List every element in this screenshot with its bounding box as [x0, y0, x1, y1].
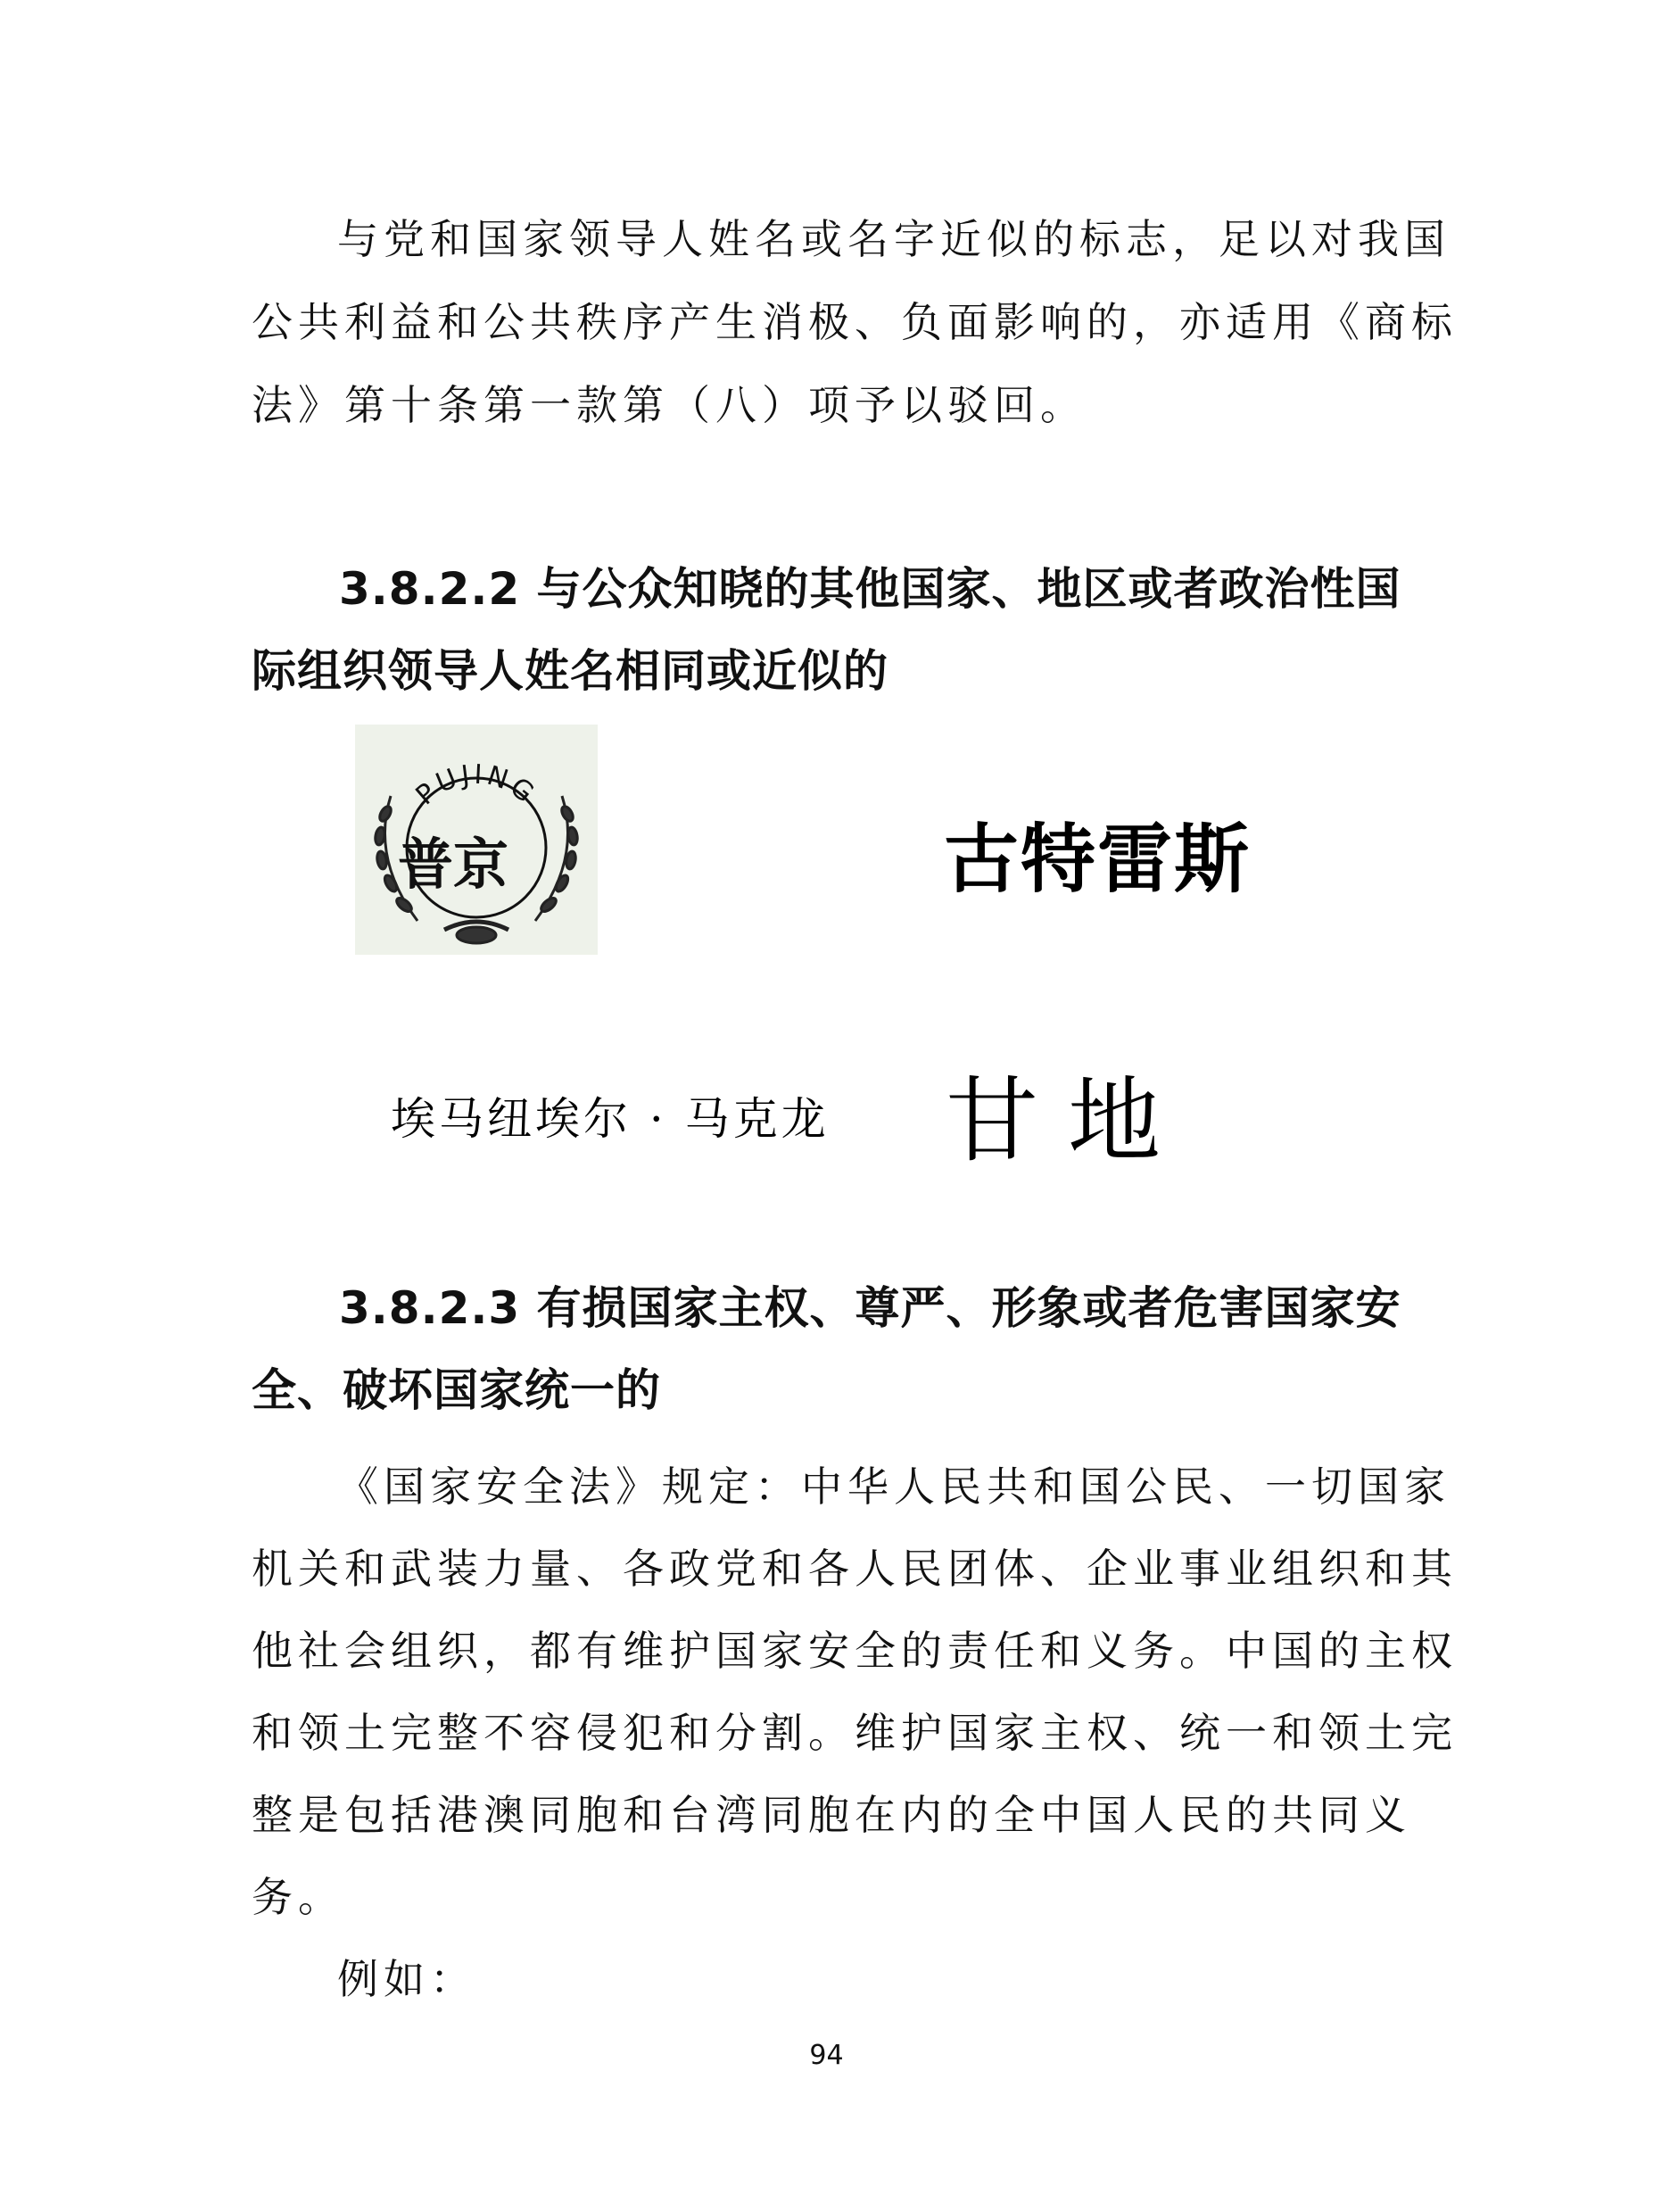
paragraph-line-4: 和领土完整不容侵犯和分割。维护国家主权、统一和领土完: [252, 1709, 1458, 1757]
mark-gandhi: 甘 地: [946, 1066, 1161, 1175]
section-3822-heading-line-1: 3.8.2.2 与公众知晓的其他国家、地区或者政治性国: [339, 563, 1401, 615]
intro-line-3: 法》第十条第一款第（八）项予以驳回。: [252, 381, 1087, 429]
paragraph-line-1: 《国家安全法》规定：中华人民共和国公民、一切国家: [337, 1462, 1451, 1511]
section-3822-heading-line-2: 际组织领导人姓名相同或近似的: [252, 645, 888, 697]
paragraph-line-5: 整是包括港澳同胞和台湾同胞在内的全中国人民的共同义: [252, 1791, 1411, 1839]
section-3823-heading-line-1: 3.8.2.3 有损国家主权、尊严、形象或者危害国家安: [339, 1282, 1401, 1334]
mark-guterres: 古特雷斯: [944, 816, 1252, 903]
mark-macron: 埃马纽埃尔 · 马克龙: [391, 1093, 830, 1145]
logo-inner-text: 普京: [397, 832, 509, 897]
section-3823-heading-line-2: 全、破坏国家统一的: [252, 1364, 661, 1416]
page-number: 94: [809, 2040, 844, 2071]
intro-line-1: 与党和国家领导人姓名或名字近似的标志，足以对我国: [337, 215, 1451, 263]
intro-line-2: 公共利益和公共秩序产生消极、负面影响的，亦适用《商标: [252, 298, 1458, 346]
paragraph-line-2: 机关和武装力量、各政党和各人民团体、企业事业组织和其: [252, 1545, 1458, 1593]
paragraph-line-6: 务。: [252, 1873, 344, 1921]
pujing-logo: [355, 725, 598, 955]
paragraph-line-3: 他社会组织，都有维护国家安全的责任和义务。中国的主权: [252, 1627, 1458, 1675]
logo-top-text: PUJING: [409, 758, 542, 812]
example-label: 例如：: [337, 1955, 476, 2003]
svg-text:PUJING: [410, 759, 542, 811]
pujing-logo-graphic: [355, 725, 598, 955]
